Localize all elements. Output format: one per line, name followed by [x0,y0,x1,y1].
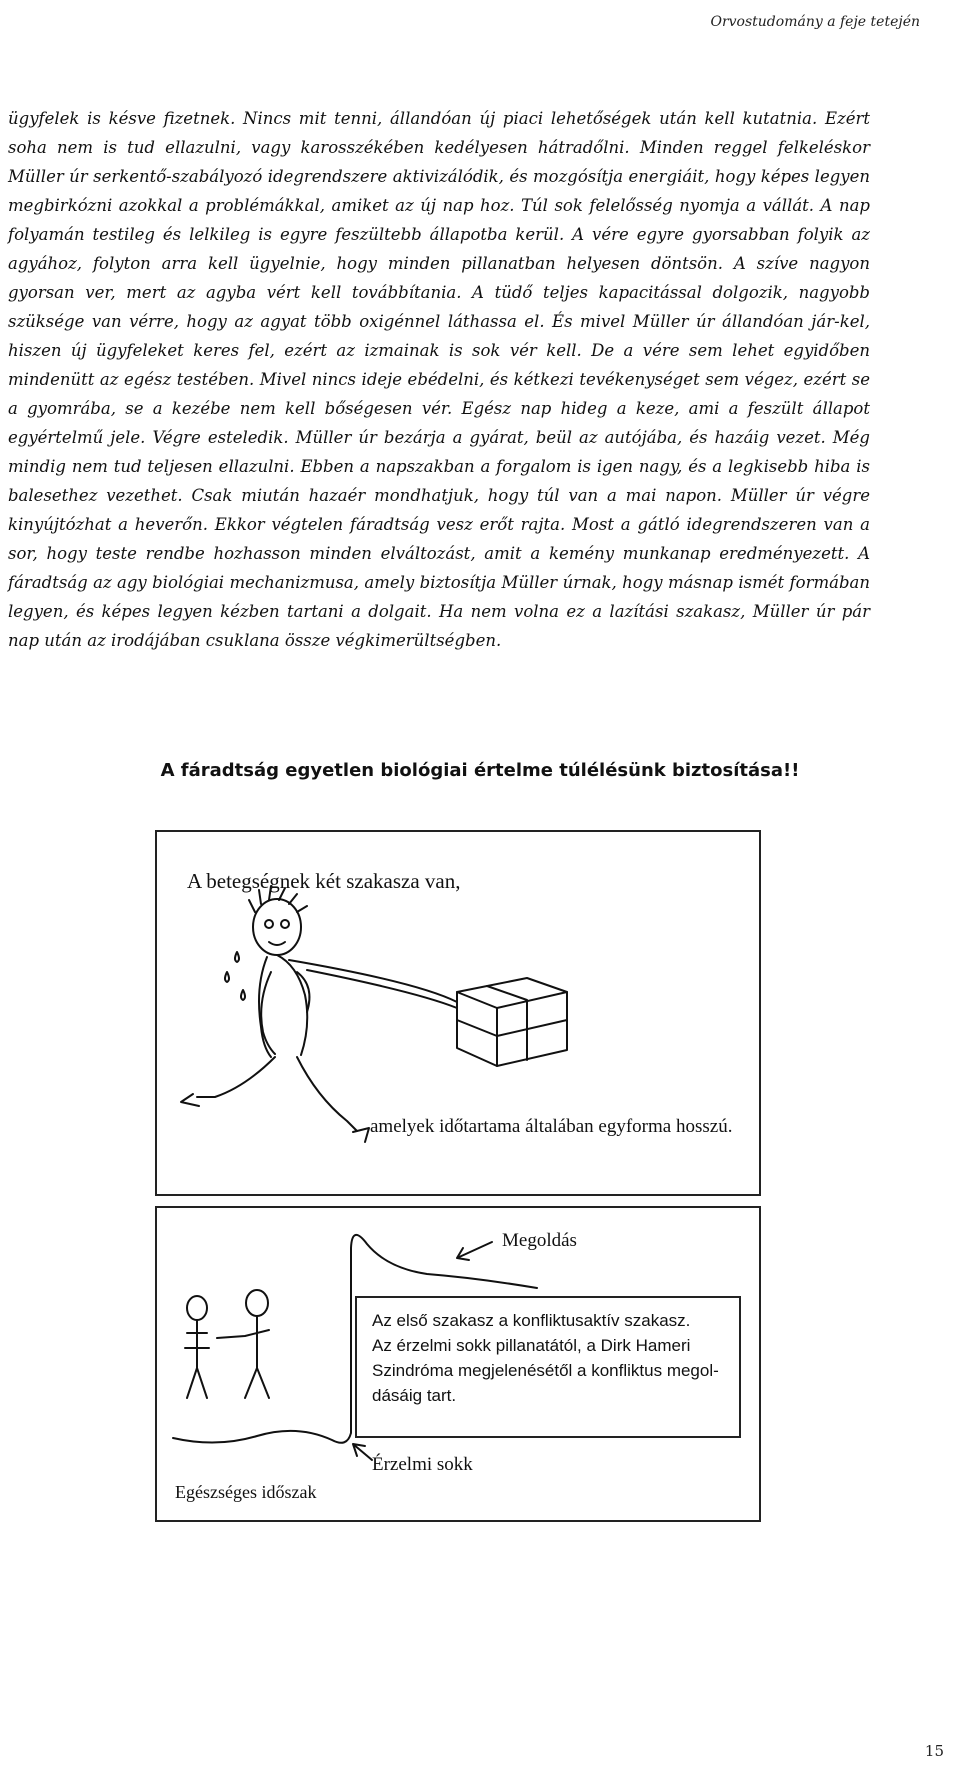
tagline: A fáradtság egyetlen biológiai értelme túlélésünk biztosítása!! [160,760,800,781]
figure2-note-line: Az érzelmi sokk pillanatától, a Dirk Hameri [372,1336,691,1355]
man-pulling-box-illustration [157,832,759,1194]
figure2-label-solution: Megoldás [502,1230,577,1251]
figure2-note-line: Az első szakasz a konfliktusaktív szakasz. [372,1311,691,1330]
body-paragraph: ügyfelek is késve fizetnek. Nincs mit tenni, állandóan új piaci lehetőségek után kell kutatnia. Ezért soha nem is tud ellazulni, vagy karosszékében kedélyesen hátradőlni. Minden reggel felkeléskor Müller úr serkentő-szabályozó idegrendszere aktivizálódik, és mozgósítja energiáit, hogy képes legyen megbirkózni azokkal a problémákkal, amiket az új nap hoz. Túl sok felelősség nyomja a vállát. A nap folyamán testileg és lelkileg is egyre feszültebb állapotba kerül. A vére egyre gyorsabban folyik az agyához, folyton arra kell ügyelnie, hogy minden pillanatban helyesen döntsön. A szíve nagyon gyorsan ver, mert az agyba vért kell továbbítania. A tüdő teljes kapacitással dolgozik, nagyobb szüksége van vérre, hogy az agyat több oxigénnel láthassa el. És mivel Müller úr állandóan jár-kel, hiszen új ügyfeleket keres fel, ezért az izmainak is sok vér kell. De a vére sem lehet egyidőben mindenütt az egész testében. Mivel nincs ideje ebédelni, és kétkezi tevékenységet sem végez, ezért se a gyomrába, se a kezébe nem kell bőségesen vér. Egész nap hideg a keze, ami a feszült állapot egyértelmű jele. Végre esteledik. Müller úr bezárja a gyárat, beül az autójába, és hazáig vezet. Még mindig nem tud teljesen ellazulni. Ebben a napszakban a forgalom is igen nagy, és a legkisebb hiba is balesethez vezethet. Csak miután hazaér mondhatjuk, hogy túl van a mai napon. Müller úr végre kinyújtózhat a heverőn. Ekkor végtelen fáradtság vesz erőt rajta. Most a gátló idegrendszeren van a sor, hogy teste rendbe hozhasson minden elváltozást, amit a kemény munkanap eredményezett. A fáradtság az agy biológiai mechanizmusa, amely biztosítja Müller úrnak, hogy másnap ismét formában legyen, és képes legyen kézben tartani a dolgait. Ha nem volna ez a lazítási szakasz, Müller úr pár nap után az irodájában csuklana össze végkimerültségben. [8,109,870,650]
figure2-note-line: Szindróma megjelenésétől a konfliktus megol- [372,1361,719,1380]
figure-phase-timeline [155,1206,761,1522]
figure2-note-box [355,1296,741,1438]
running-header: Orvostudomány a feje tetején [710,14,920,30]
figure1-caption-bottom: amelyek időtartama általában egyforma hosszú. [370,1116,733,1137]
figure2-label-healthy: Egészséges időszak [175,1482,317,1502]
figure1-caption-top: A betegségnek két szakasza van, [187,869,461,893]
figure2-note-line: dásáig tart. [372,1386,457,1405]
figure-disease-phases [155,830,761,1196]
page-number: 15 [924,1742,944,1760]
figure2-label-shock: Érzelmi sokk [372,1454,473,1475]
figure2-note-text [372,1308,727,1408]
